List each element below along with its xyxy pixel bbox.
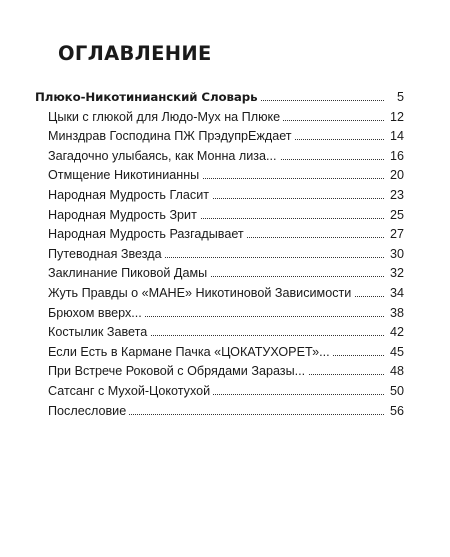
toc-page-number: 16 — [385, 147, 404, 167]
toc-entry[interactable] — [0, 206, 450, 226]
toc-entry[interactable] — [0, 245, 450, 265]
toc-entry-title: Плюко-Никотинианский Словарь — [35, 88, 260, 108]
toc-entry-title: Отмщение Никотинианны — [48, 166, 202, 186]
toc-entry-title: Заклинание Пиковой Дамы — [48, 264, 210, 284]
toc-entry-title: Брюхом вверх... — [48, 304, 145, 324]
toc-page-number: 25 — [385, 206, 404, 226]
toc-page-number: 42 — [385, 323, 404, 343]
toc-entry[interactable] — [0, 284, 450, 304]
toc-entry[interactable] — [0, 186, 450, 206]
toc-entry-title: Народная Мудрость Гласит — [48, 186, 212, 206]
toc-entry[interactable] — [0, 323, 450, 343]
toc-entry[interactable] — [0, 127, 450, 147]
toc-list — [0, 88, 450, 421]
toc-page-number: 12 — [385, 108, 404, 128]
toc-entry-title: При Встрече Роковой с Обрядами Заразы... — [48, 362, 308, 382]
toc-entry[interactable] — [0, 343, 450, 363]
toc-entry[interactable] — [0, 362, 450, 382]
toc-page-number: 27 — [385, 225, 404, 245]
toc-entry[interactable] — [0, 382, 450, 402]
toc-heading: ОГЛАВЛЕНИЕ — [58, 42, 212, 65]
toc-page-number: 48 — [385, 362, 404, 382]
toc-entry-title: Послесловие — [48, 402, 129, 422]
toc-entry-title: Костылик Завета — [48, 323, 150, 343]
toc-page-number: 14 — [385, 127, 404, 147]
toc-page-number: 32 — [385, 264, 404, 284]
toc-entry[interactable] — [0, 264, 450, 284]
toc-entry-title: Если Есть в Кармане Пачка «ЦОКАТУХОРЕТ»... — [48, 343, 333, 363]
toc-page-number: 38 — [385, 304, 404, 324]
toc-entry[interactable] — [0, 166, 450, 186]
toc-page-number: 50 — [385, 382, 404, 402]
toc-entry[interactable] — [0, 225, 450, 245]
toc-page-number: 5 — [385, 88, 404, 108]
toc-page-number: 34 — [385, 284, 404, 304]
toc-entry-title: Народная Мудрость Зрит — [48, 206, 200, 226]
toc-entry-title: Загадочно улыбаясь, как Монна лиза... — [48, 147, 280, 167]
toc-entry-title: Минздрав Господина ПЖ ПрэдупрЕждает — [48, 127, 295, 147]
toc-entry[interactable] — [0, 304, 450, 324]
toc-page-number: 45 — [385, 343, 404, 363]
toc-page-number: 30 — [385, 245, 404, 265]
toc-entry-title: Путеводная Звезда — [48, 245, 165, 265]
toc-entry-title: Народная Мудрость Разгадывает — [48, 225, 247, 245]
toc-entry[interactable] — [0, 108, 450, 128]
toc-page-number: 20 — [385, 166, 404, 186]
toc-entry[interactable] — [0, 402, 450, 422]
toc-page-number: 23 — [385, 186, 404, 206]
toc-entry-title: Сатсанг с Мухой-Цокотухой — [48, 382, 213, 402]
toc-page-number: 56 — [385, 402, 404, 422]
toc-entry[interactable] — [0, 147, 450, 167]
toc-entry-title: Цыки с глюкой для Людо-Мух на Плюке — [48, 108, 283, 128]
toc-entry[interactable] — [0, 88, 450, 108]
toc-entry-title: Жуть Правды о «МАНЕ» Никотиновой Зависимости — [48, 284, 354, 304]
